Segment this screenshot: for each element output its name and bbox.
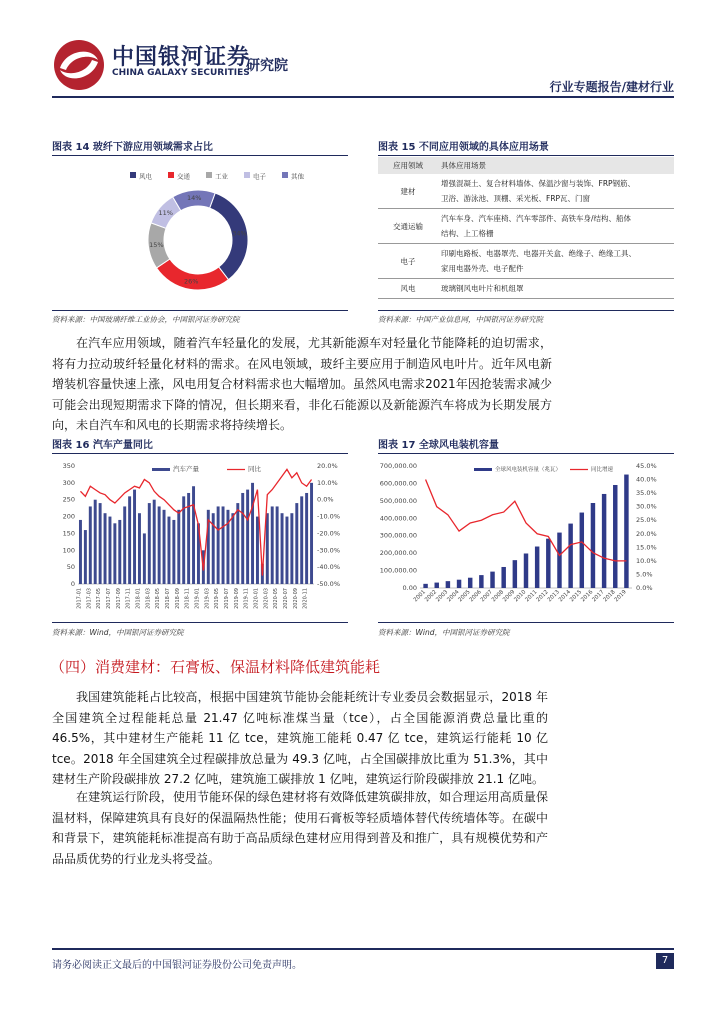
- x-tick-label: 2018-05: [155, 588, 162, 609]
- bar: [231, 513, 234, 584]
- x-tick-label: 2017-03: [86, 588, 93, 609]
- bar: [192, 486, 195, 584]
- pie-data-label-0: 34%: [232, 229, 247, 238]
- fig17-bottom-rule: [378, 622, 674, 623]
- fig15-top-rule: [378, 155, 674, 156]
- fig17-chart: [370, 456, 674, 618]
- x-tick-label: 2019-05: [214, 588, 221, 609]
- bar: [104, 513, 107, 584]
- right-tick-label: 20.0%: [317, 462, 338, 470]
- header: [0, 0, 724, 100]
- x-tick-label: 2002: [424, 589, 439, 604]
- bar: [241, 493, 244, 584]
- bar: [524, 553, 528, 588]
- bar: [310, 483, 313, 584]
- legend-swatch-bar: [152, 468, 170, 471]
- x-tick-label: 2020-05: [273, 588, 280, 609]
- table-row: [378, 279, 674, 299]
- page-number: 7: [656, 953, 674, 969]
- bar: [281, 513, 284, 584]
- legend-label-line: 同比增速: [591, 467, 614, 473]
- bar: [305, 493, 308, 584]
- bar: [236, 503, 239, 584]
- legend-label-bar: 汽车产量: [173, 465, 199, 473]
- bar: [501, 567, 505, 588]
- bar: [177, 510, 180, 584]
- bar: [266, 513, 269, 584]
- bar: [89, 506, 92, 584]
- right-tick-label: -40.0%: [317, 563, 340, 572]
- fig16-chart: [52, 456, 348, 618]
- bar: [276, 506, 279, 584]
- bar: [457, 580, 461, 588]
- fig17-title: 图表 17 全球风电装机容量: [378, 440, 499, 451]
- x-tick-label: 2018-01: [135, 588, 142, 609]
- bar: [290, 513, 293, 584]
- right-tick-label: 15.0%: [636, 543, 657, 552]
- bar: [580, 513, 584, 588]
- right-tick-label: 0.0%: [317, 495, 334, 504]
- legend-swatch-1: [168, 172, 174, 178]
- right-tick-label: 10.0%: [636, 556, 657, 565]
- pie-data-label-2: 15%: [149, 241, 164, 250]
- pie-data-label-3: 11%: [158, 209, 173, 218]
- left-tick-label: 0: [70, 580, 75, 588]
- left-tick-label: 350: [62, 462, 75, 470]
- x-tick-label: 2019-11: [243, 588, 250, 609]
- legend-swatch-3: [244, 172, 250, 178]
- left-tick-label: 0.00: [402, 584, 417, 592]
- bar: [479, 575, 483, 588]
- bar: [251, 483, 254, 584]
- bar: [568, 524, 572, 588]
- x-tick-label: 2018-09: [174, 588, 181, 609]
- bar: [295, 503, 298, 584]
- fig17-top-rule: [378, 453, 674, 454]
- table-row: [378, 209, 674, 244]
- left-tick-label: 200,000.00: [379, 549, 417, 558]
- bar: [613, 485, 617, 588]
- x-tick-label: 2019-07: [223, 588, 230, 609]
- bar: [84, 530, 87, 584]
- bar: [490, 572, 494, 588]
- fig15-source: 资料来源：中国产业信息网，中国银河证券研究院: [378, 315, 543, 324]
- x-tick-label: 2016: [580, 589, 595, 604]
- legend-label-3: 电子: [253, 172, 266, 181]
- bar: [133, 490, 136, 584]
- right-tick-label: 45.0%: [636, 462, 657, 470]
- bar: [246, 490, 249, 584]
- legend-label-0: 风电: [139, 172, 152, 181]
- legend-label-line: 同比: [248, 465, 261, 473]
- footer-disclaimer: 请务必阅读正文最后的中国银河证券股份公司免责声明。: [52, 960, 302, 971]
- research-institute: 研究院: [246, 58, 288, 74]
- right-tick-label: 0.0%: [636, 584, 653, 592]
- x-tick-label: 2018-07: [164, 588, 171, 609]
- x-tick-label: 2020-11: [302, 588, 309, 609]
- x-tick-label: 2017-05: [96, 588, 103, 609]
- fig15-bottom-rule: [378, 310, 674, 311]
- x-tick-label: 2017-09: [115, 588, 122, 609]
- table-cell-field: 电子: [378, 244, 438, 279]
- x-tick-label: 2019-09: [233, 588, 240, 609]
- right-tick-label: -10.0%: [317, 512, 340, 521]
- pie-data-label-4: 14%: [187, 194, 202, 203]
- bar: [143, 533, 146, 584]
- x-tick-label: 2015: [569, 589, 584, 604]
- left-tick-label: 300,000.00: [379, 531, 417, 540]
- left-tick-label: 600,000.00: [379, 479, 417, 488]
- bar: [99, 503, 102, 584]
- x-tick-label: 2019-03: [204, 588, 211, 609]
- fig14-pie-chart: [138, 180, 258, 300]
- x-tick-label: 2020-03: [263, 588, 270, 609]
- bar: [163, 510, 166, 584]
- left-tick-label: 300: [62, 478, 75, 487]
- left-tick-label: 100: [62, 546, 75, 555]
- fig15-title: 图表 15 不同应用领域的具体应用场景: [378, 142, 549, 153]
- table-cell-scene: 增强混凝土、复合材料墙体、保温沙窗与装饰、FRP钢筋、 卫浴、游泳池、顶棚、采光板、FRP瓦、门窗: [438, 174, 674, 209]
- legend-swatch-2: [206, 172, 212, 178]
- left-tick-label: 50: [66, 563, 75, 572]
- x-tick-label: 2006: [468, 589, 483, 604]
- legend-label-1: 交通: [177, 172, 190, 181]
- bar: [158, 506, 161, 584]
- x-tick-label: 2011: [524, 589, 539, 604]
- table-cell-scene: 汽车车身、汽车座椅、汽车零部件、高铁车身/结构、船体 结构、上工格栅: [438, 209, 674, 244]
- bar: [513, 560, 517, 588]
- x-tick-label: 2003: [435, 589, 450, 604]
- x-tick-label: 2017: [591, 589, 606, 604]
- bar: [167, 517, 170, 584]
- fig17-source: 资料来源：Wind，中国银河证券研究院: [378, 628, 510, 637]
- section-heading: （四）消费建材：石膏板、保温材料降低建筑能耗: [50, 658, 381, 676]
- right-tick-label: 35.0%: [636, 489, 657, 498]
- left-tick-label: 500,000.00: [379, 496, 417, 505]
- paragraph-building-energy: 我国建筑能耗占比较高，根据中国建筑节能协会能耗统计专业委员会数据显示，2018 年全国建筑全过程能耗总量 21.47 亿吨标准煤当量（tce），占全国能源消费总量比重的 46.5%，其中建材生产能耗 11 亿 tce，建筑施工能耗 0.47 亿 tce，建筑运行能耗 10 亿 tce。2018 年全国建筑全过程碳排放总量为 49.3 亿吨，占全国碳排放比重为 51.3%，其中建材生产阶段碳排放 27.2 亿吨，建筑施工碳排放 1 亿吨，建筑运行阶段碳排放 21.1 亿吨。: [52, 690, 548, 786]
- right-tick-label: 5.0%: [636, 570, 653, 579]
- bar: [285, 517, 288, 584]
- right-tick-label: 30.0%: [636, 502, 657, 511]
- table-header-field: 应用领域: [378, 157, 438, 174]
- x-tick-label: 2017-01: [76, 588, 83, 609]
- bar: [222, 506, 225, 584]
- bar: [217, 506, 220, 584]
- bar: [546, 539, 550, 588]
- bar: [172, 520, 175, 584]
- fig15-table: [378, 157, 674, 299]
- fig14-bottom-rule: [52, 310, 348, 311]
- left-tick-label: 150: [62, 529, 75, 538]
- legend-label-2: 工业: [215, 172, 228, 181]
- table-row: [378, 244, 674, 279]
- table-header-scene: 具体应用场景: [438, 157, 674, 174]
- company-name-cn: 中国银河证券: [112, 45, 251, 70]
- bar: [435, 583, 439, 588]
- bar: [79, 520, 82, 584]
- table-cell-field: 交通运输: [378, 209, 438, 244]
- right-tick-label: -20.0%: [317, 529, 340, 538]
- x-tick-label: 2012: [535, 589, 550, 604]
- bar: [138, 513, 141, 584]
- table-cell-field: 建材: [378, 174, 438, 209]
- table-cell-scene: 玻璃钢风电叶片和机组罩: [438, 279, 674, 299]
- bar: [153, 500, 156, 584]
- left-tick-label: 250: [62, 495, 75, 504]
- legend-label-bar: 全球风电装机容量（兆瓦）: [495, 467, 562, 473]
- legend-swatch-4: [282, 172, 288, 178]
- x-tick-label: 2010: [513, 589, 528, 604]
- x-tick-label: 2020-07: [282, 588, 289, 609]
- x-tick-label: 2018: [602, 589, 617, 604]
- bar: [423, 584, 427, 588]
- paragraph-fiber-demand: 在汽车应用领域，随着汽车轻量化的发展，尤其新能源车对轻量化节能降耗的迫切需求，将有力拉动玻纤轻量化材料的需求。在风电领域，玻纤主要应用于制造风电叶片。近年风电新增装机容量快速上涨，风电用复合材料需求也大幅增加。虽然风电需求2021年因抢装需求减少可能会出现短期需求下降的情况，但长期来看，非化石能源以及新能源汽车将成为长期发展方向，未自汽车和风电的长期需求将持续增长。: [52, 336, 552, 432]
- x-tick-label: 2020-09: [292, 588, 299, 609]
- x-tick-label: 2007: [479, 589, 494, 604]
- x-tick-label: 2017-11: [125, 588, 132, 609]
- bar: [256, 517, 259, 584]
- left-tick-label: 700,000.00: [379, 462, 417, 470]
- fig16-bottom-rule: [52, 622, 348, 623]
- bar: [602, 494, 606, 588]
- report-type: 行业专题报告/建材行业: [549, 80, 674, 94]
- right-tick-label: 10.0%: [317, 478, 338, 487]
- x-tick-label: 2020-01: [253, 588, 260, 609]
- left-tick-label: 200: [62, 512, 75, 521]
- table-cell-scene: 印刷电路板、电器罩壳、电器开关盒、绝缘子、绝缘工具、 家用电器外壳、电子配件: [438, 244, 674, 279]
- fig14-title: 图表 14 玻纤下游应用领域需求占比: [52, 142, 213, 153]
- fig14-top-rule: [52, 155, 348, 156]
- bar: [591, 503, 595, 588]
- left-tick-label: 400,000.00: [379, 514, 417, 523]
- x-tick-label: 2019: [613, 589, 628, 604]
- fig16-title: 图表 16 汽车产量同比: [52, 440, 153, 451]
- yoy-line: [426, 480, 627, 561]
- x-tick-label: 2017-07: [105, 588, 112, 609]
- bar: [468, 578, 472, 588]
- table-row: [378, 174, 674, 209]
- bar: [148, 503, 151, 584]
- left-tick-label: 100,000.00: [379, 566, 417, 575]
- x-tick-label: 2008: [490, 589, 506, 604]
- right-tick-label: 25.0%: [636, 516, 657, 525]
- bar: [446, 581, 450, 588]
- legend-label-4: 其他: [291, 172, 304, 181]
- galaxy-logo-icon: [52, 38, 106, 92]
- bar: [94, 500, 97, 584]
- company-name-en: CHINA GALAXY SECURITIES: [112, 68, 250, 78]
- x-tick-label: 2019-01: [194, 588, 201, 609]
- legend-swatch-bar: [474, 468, 492, 471]
- bar: [557, 533, 561, 588]
- bar: [300, 496, 303, 584]
- bar: [108, 517, 111, 584]
- bar: [271, 506, 274, 584]
- right-tick-label: 20.0%: [636, 529, 657, 538]
- fig16-top-rule: [52, 453, 348, 454]
- pie-data-label-1: 26%: [184, 277, 199, 286]
- footer-rule: [52, 948, 674, 950]
- x-tick-label: 2013: [546, 589, 561, 604]
- x-tick-label: 2009: [502, 589, 517, 604]
- bar: [535, 547, 539, 588]
- x-tick-label: 2005: [457, 589, 472, 604]
- legend-swatch-0: [130, 172, 136, 178]
- right-tick-label: -50.0%: [317, 580, 340, 588]
- right-tick-label: 40.0%: [636, 475, 657, 484]
- x-tick-label: 2018-03: [145, 588, 152, 609]
- x-tick-label: 2018-11: [184, 588, 191, 609]
- paragraph-green-materials: 在建筑运行阶段，使用节能环保的绿色建材将有效降低建筑碳排放，如合理运用高质量保温材料，保障建筑具有良好的保温隔热性能；使用石膏板等轻质墙体替代传统墙体等。在碳中和背景下，建筑能耗标准提高有助于高品质绿色建材应用得到普及和推广，具有规模优势和产品品质优势的行业龙头将受益。: [52, 790, 548, 866]
- x-tick-label: 2004: [446, 589, 461, 604]
- header-rule: [52, 96, 674, 98]
- bar: [624, 475, 628, 588]
- fig14-source: 资料来源：中国玻璃纤维工业协会，中国银河证券研究院: [52, 315, 240, 324]
- table-cell-field: 风电: [378, 279, 438, 299]
- bar: [113, 523, 116, 584]
- right-tick-label: -30.0%: [317, 546, 340, 555]
- bar: [118, 520, 121, 584]
- fig16-source: 资料来源：Wind，中国银河证券研究院: [52, 628, 184, 637]
- bar: [128, 496, 131, 584]
- x-tick-label: 2001: [412, 589, 427, 604]
- bar: [123, 506, 126, 584]
- x-tick-label: 2014: [557, 589, 573, 604]
